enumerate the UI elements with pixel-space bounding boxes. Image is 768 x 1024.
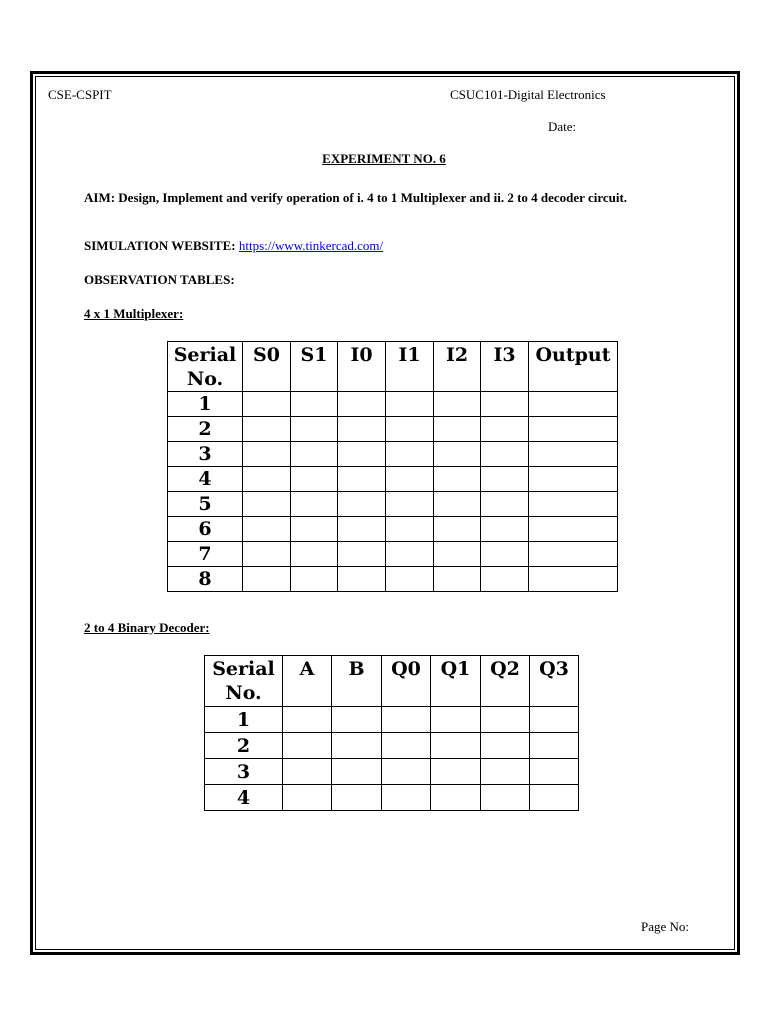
mux-header-i2: I2 <box>434 342 481 392</box>
serial-cell: 3 <box>168 442 243 467</box>
serial-cell: 1 <box>205 707 283 733</box>
decoder-header-q3: Q3 <box>530 656 579 707</box>
decoder-header-serial: Serial No. <box>205 656 283 707</box>
table-row <box>205 733 579 759</box>
table-row <box>168 442 618 467</box>
date-label: Date: <box>548 119 577 134</box>
table-row <box>168 567 618 592</box>
course-label: CSUC101-Digital Electronics <box>450 87 606 102</box>
table-row <box>168 392 618 417</box>
table-row <box>168 467 618 492</box>
observation-heading: OBSERVATION TABLES: <box>84 272 235 287</box>
decoder-header-a: A <box>283 656 332 707</box>
mux-header-serial: Serial No. <box>168 342 243 392</box>
serial-cell: 2 <box>205 733 283 759</box>
decoder-header-q1: Q1 <box>431 656 481 707</box>
serial-cell: 7 <box>168 542 243 567</box>
mux-table <box>167 341 618 592</box>
serial-cell: 3 <box>205 759 283 785</box>
experiment-title: EXPERIMENT NO. 6 <box>322 151 446 166</box>
serial-cell: 2 <box>168 417 243 442</box>
serial-cell: 6 <box>168 517 243 542</box>
simulation-link[interactable]: https://www.tinkercad.com/ <box>238 238 384 253</box>
table-row <box>168 492 618 517</box>
serial-cell: 8 <box>168 567 243 592</box>
table-row <box>168 542 618 567</box>
table-row <box>168 517 618 542</box>
decoder-table <box>204 655 579 811</box>
serial-cell: 4 <box>205 785 283 811</box>
serial-cell: 5 <box>168 492 243 517</box>
mux-header-s1: S1 <box>291 342 338 392</box>
mux-header-output: Output <box>529 342 618 392</box>
serial-cell: 4 <box>168 467 243 492</box>
aim-text: AIM: Design, Implement and verify operation of i. 4 to 1 Multiplexer and ii. 2 to 4 decoder circuit. <box>84 190 628 205</box>
table-row <box>205 707 579 733</box>
mux-header-i1: I1 <box>386 342 434 392</box>
mux-header-i3: I3 <box>481 342 529 392</box>
mux-header-i0: I0 <box>338 342 386 392</box>
simulation-label: SIMULATION WEBSITE: <box>84 238 236 253</box>
table-row <box>205 785 579 811</box>
mux-section-title: 4 x 1 Multiplexer: <box>84 306 184 321</box>
department-label: CSE-CSPIT <box>48 87 112 102</box>
decoder-header-b: B <box>332 656 382 707</box>
table-row <box>168 417 618 442</box>
mux-header-s0: S0 <box>243 342 291 392</box>
decoder-header-q0: Q0 <box>382 656 431 707</box>
simulation-website <box>84 238 383 254</box>
decoder-header-q2: Q2 <box>481 656 530 707</box>
serial-cell: 1 <box>168 392 243 417</box>
decoder-section-title: 2 to 4 Binary Decoder: <box>84 620 210 635</box>
table-row <box>205 759 579 785</box>
page-number-label: Page No: <box>641 919 690 934</box>
